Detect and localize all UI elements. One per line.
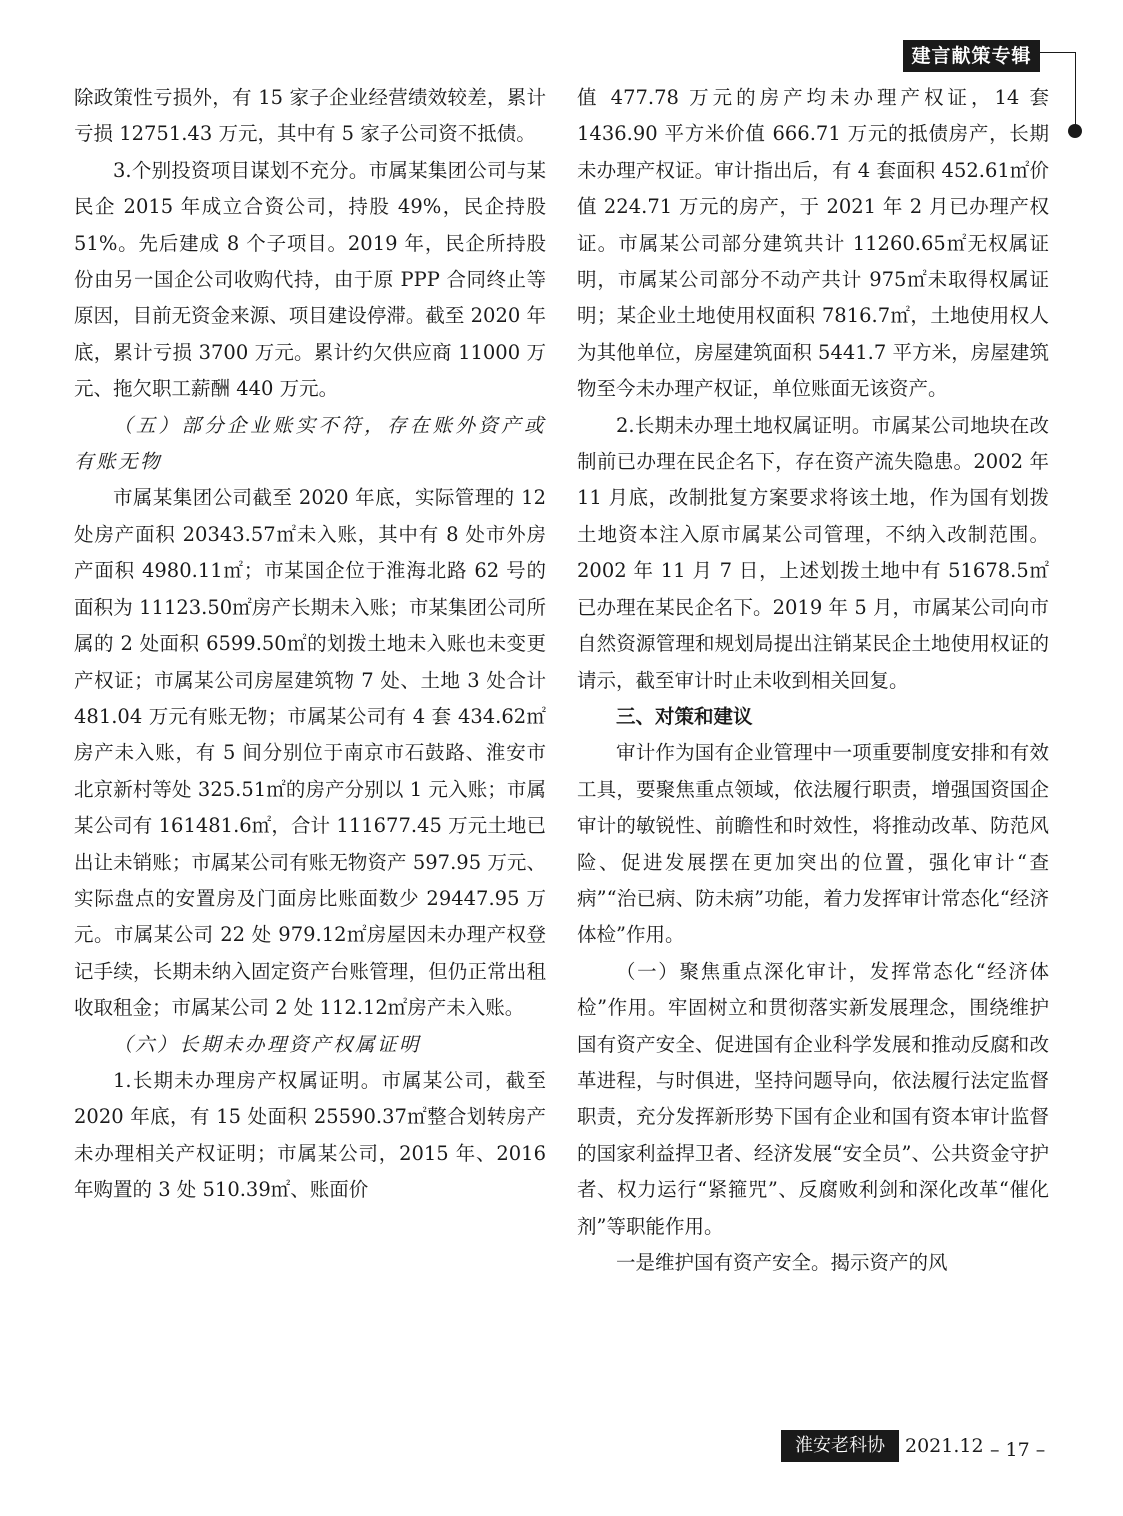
- paragraph: （一）聚焦重点深化审计，发挥常态化“经济体检”作用。牢固树立和贯彻落实新发展理念，围绕维护国有资产安全、促进国有企业科学发展和推动反腐和改革进程，与时俱进，坚持问题导向，依法履行法定监督职责，充分发挥新形势下国有企业和国有资本审计监督的国家利益捍卫者、经济发展“安全员”、公共资金守护者、权力运行“紧箍咒”、反腐败利剑和深化改革“催化剂”等职能作用。: [577, 959, 1049, 1238]
- paragraph: 审计作为国有企业管理中一项重要制度安排和有效工具，要聚焦重点领域，依法履行职责，增强国资国企审计的敏锐性、前瞻性和时效性，将推动改革、防范风险、促进发展摆在更加突出的位置，强化审计“查病”“治已病、防未病”功能，着力发挥审计常态化“经济体检”作用。: [577, 741, 1049, 947]
- section-heading: 三、对策和建议: [616, 704, 753, 728]
- header-rule-vertical: [1075, 52, 1076, 132]
- paragraph: 除政策性亏损外，有 15 家子企业经营绩效较差，累计亏损 12751.43 万元，其中有 5 家子公司资不抵债。: [74, 86, 546, 146]
- paragraph: 3.个别投资项目谋划不充分。市属某集团公司与某民企 2015 年成立合资公司，持股 49%，民企持股 51%。先后建成 8 个子项目。2019 年，民企所持股份由另一国企公司收购代持，由于原 PPP 合同终止等原因，目前无资金来源、项目建设停滞。截至 2020 年底，累计亏损 3700 万元。累计约欠供应商 11000 万元、拖欠职工薪酬 440 万元。: [74, 158, 546, 401]
- paragraph: 值 477.78 万元的房产均未办理产权证，14 套 1436.90 平方米价值 666.71 万元的抵债房产，长期未办理产权证。审计指出后，有 4 套面积 452.61㎡价值 224.71 万元的房产，于 2021 年 2 月已办理产权证。市属某公司部分建筑共计 11260.65㎡无权属证明，市属某公司部分不动产共计 975㎡未取得权属证明；某企业土地使用权面积 7816.7㎡，土地使用权人为其他单位，房屋建筑面积 5441.7 平方米，房屋建筑物至今未办理产权证，单位账面无该资产。: [577, 86, 1049, 401]
- paragraph: 市属某集团公司截至 2020 年底，实际管理的 12 处房产面积 20343.57㎡未入账，其中有 8 处市外房产面积 4980.11㎡；市某国企位于淮海北路 62 号的面积为 11123.50㎡房产长期未入账；市某集团公司所属的 2 处面积 6599.50㎡的划拨土地未入账也未变更产权证；市属某公司房屋建筑物 7 处、土地 3 处合计 481.04 万元有账无物；市属某公司有 4 套 434.62㎡房产未入账，有 5 间分别位于南京市石鼓路、淮安市北京新村等处 325.51㎡的房产分别以 1 元入账；市属某公司有 161481.6㎡，合计 111677.45 万元土地已出让未销账；市属某公司有账无物资产 597.95 万元、实际盘点的安置房及门面房比账面数少 29447.95 万元。市属某公司 22 处 979.12㎡房屋因未办理产权登记手续，长期未纳入固定资产台账管理，但仍正常出租收取租金；市属某公司 2 处 112.12㎡房产未入账。: [74, 486, 546, 1020]
- page-number: – 17 –: [990, 1439, 1046, 1461]
- header-rule-horizontal: [1040, 52, 1076, 53]
- subsection-heading: （六）长期未办理资产权属证明: [113, 1032, 422, 1056]
- issue-date: 2021.12: [905, 1435, 984, 1457]
- column-label-badge: 建言献策专辑: [903, 40, 1040, 72]
- journal-name: 淮安老科协: [781, 1430, 899, 1462]
- subsection-heading: （五）部分企业账实不符，存在账外资产或有账无物: [74, 413, 546, 474]
- right-column: [577, 80, 1049, 1281]
- paragraph: 1.长期未办理房产权属证明。市属某公司，截至 2020 年底，有 15 处面积 25590.37㎡整合划转房产未办理相关产权证明；市属某公司，2015 年、2016 年购置的 3 处 510.39㎡、账面价: [74, 1068, 546, 1202]
- paragraph: 一是维护国有资产安全。揭示资产的风: [616, 1251, 948, 1274]
- paragraph: 2.长期未办理土地权属证明。市属某公司地块在改制前已办理在民企名下，存在资产流失隐患。2002 年 11 月底，改制批复方案要求将该土地，作为国有划拨土地资本注入原市属某公司管理，不纳入改制范围。2002 年 11 月 7 日，上述划拨土地中有 51678.5㎡已办理在某民企名下。2019 年 5 月，市属某公司向市自然资源管理和规划局提出注销某民企土地使用权证的请示，截至审计时止未收到相关回复。: [577, 413, 1049, 692]
- header-dot: [1068, 124, 1082, 138]
- left-column: [74, 80, 546, 1209]
